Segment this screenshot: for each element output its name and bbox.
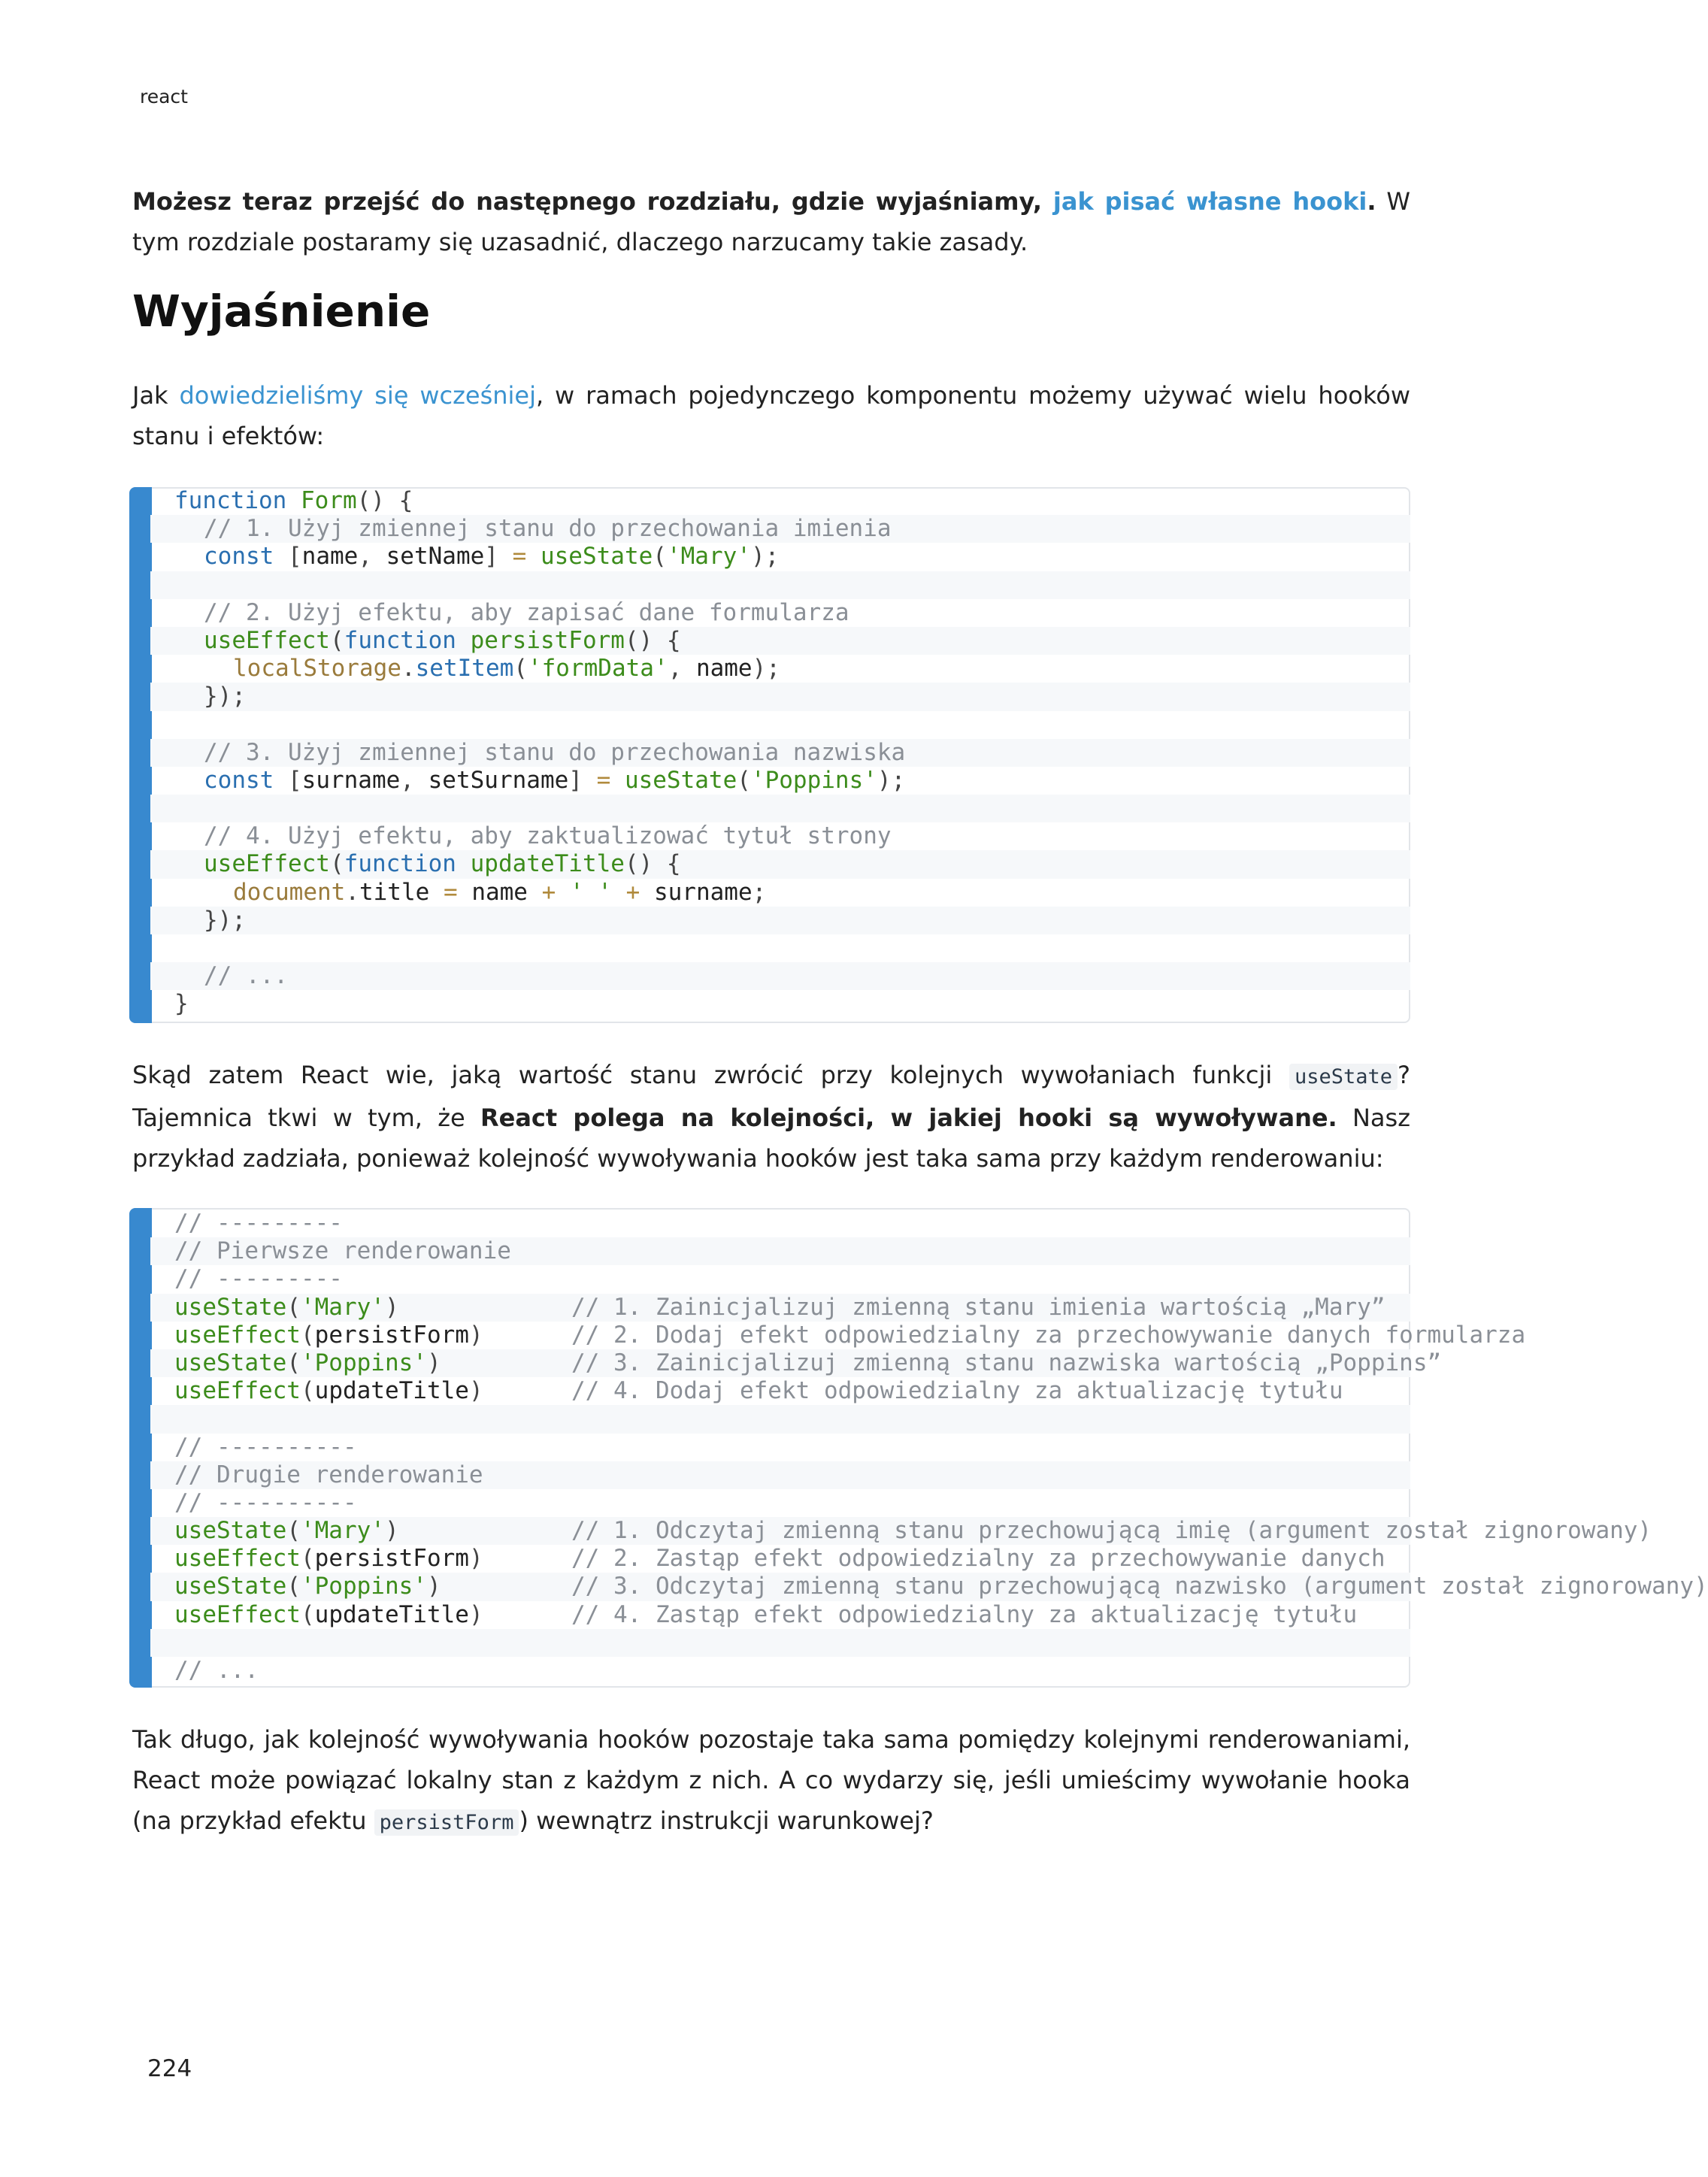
code-line: }); <box>150 907 1410 934</box>
code-line-blank <box>150 795 1410 822</box>
explanation-text-end: , w ramach pojedynczego komponentu możemy używać wielu hooków stanu i efektów: <box>132 381 1411 450</box>
code2-content <box>150 1210 1708 1685</box>
code-line: // 1. Użyj zmiennej stanu do przechowania imienia <box>150 515 1410 543</box>
code1-content <box>150 487 1410 1019</box>
code-line: const [surname, setSurname] = useState('Poppins'); <box>204 766 906 794</box>
code-line: // --------- <box>174 1210 343 1237</box>
intro-bold-text: Możesz teraz przejść do następnego rozdziału, gdzie wyjaśniamy, <box>132 187 1053 216</box>
code-line: // ... <box>174 1657 259 1684</box>
code-line: useEffect(updateTitle) // 4. Zastąp efekt odpowiedzialny za aktualizację tytułu <box>174 1600 1358 1628</box>
code-line: // 4. Użyj efektu, aby zaktualizować tytuł strony <box>204 822 892 850</box>
order-text-end: Nasz przykład zadziała, ponieważ kolejność wywoływania hooków jest taka sama przy każdym renderowaniu: <box>132 1104 1411 1173</box>
conditional-text-start: Tak długo, jak kolejność wywoływania hooków pozostaje taka sama pomiędzy kolejnymi renderowaniami, React może powiązać lokalny stan z każdym z nich. A co wydarzy się, jeśli umieścimy wywołanie hooka (na przykład efektu <box>132 1725 1410 1835</box>
earlier-section-link[interactable]: dowiedzieliśmy się wcześniej <box>179 381 536 410</box>
conditional-paragraph <box>132 1719 1410 1843</box>
page-number: 224 <box>147 2055 192 2082</box>
code-line-blank <box>150 1629 1410 1657</box>
order-paragraph <box>132 1055 1410 1179</box>
code-line: useEffect(function persistForm() { <box>150 627 1410 655</box>
code-line: useEffect(updateTitle) // 4. Dodaj efekt odpowiedzialny za aktualizację tytułu <box>174 1377 1343 1405</box>
code-line: // 2. Użyj efektu, aby zapisać dane formularza <box>204 598 849 626</box>
code-line: useState('Poppins') // 3. Zainicjalizuj zmienną stanu nazwiska wartością „Poppins” <box>150 1349 1410 1377</box>
code-line: useState('Mary') // 1. Zainicjalizuj zmienną stanu imienia wartością „Mary” <box>150 1294 1410 1322</box>
code-line: localStorage.setItem('formData', name); <box>233 655 780 683</box>
code-line: useEffect(persistForm) // 2. Dodaj efekt odpowiedzialny za przechowywanie danych formularza <box>174 1321 1526 1349</box>
intro-bold-period: . <box>1367 187 1376 216</box>
inline-code-persistform: persistForm <box>374 1809 519 1836</box>
code-line: // Pierwsze renderowanie <box>150 1237 1410 1265</box>
code-line: useState('Poppins') // 3. Odczytaj zmienną stanu przechowującą nazwisko (argument został zignorowany) <box>150 1573 1410 1600</box>
code-line: const [name, setName] = useState('Mary'); <box>204 543 780 571</box>
code-line-blank <box>150 711 1410 739</box>
code-line: useEffect(function updateTitle() { <box>150 850 1410 878</box>
conditional-text-end: ) wewnątrz instrukcji warunkowej? <box>519 1806 934 1835</box>
code-line: useState('Mary') // 1. Odczytaj zmienną stanu przechowującą imię (argument został zignorowany) <box>150 1517 1410 1545</box>
section-title: Wyjaśnienie <box>132 286 431 337</box>
order-text-middle: ? Tajemnica tkwi w tym, że <box>132 1061 1410 1132</box>
inline-code-usestate: useState <box>1289 1064 1398 1090</box>
code-line: } <box>174 990 189 1018</box>
explanation-text-start: Jak <box>132 381 180 410</box>
explanation-paragraph <box>132 375 1410 456</box>
code-line: // --------- <box>174 1265 343 1293</box>
order-text-start: Skąd zatem React wie, jaką wartość stanu zwrócić przy kolejnych wywołaniach funkcji <box>132 1061 1289 1089</box>
code-line-blank <box>150 571 1410 599</box>
code-line: document.title = name + ' ' + surname; <box>233 878 767 906</box>
code-line: function Form() { <box>174 487 413 514</box>
code-line: // 3. Użyj zmiennej stanu do przechowania nazwiska <box>150 739 1410 767</box>
intro-rest-text: W tym rozdziale postaramy się uzasadnić, dlaczego narzucamy takie zasady. <box>132 187 1411 256</box>
code-block-accent-bar <box>129 1208 152 1688</box>
code-line: // ... <box>150 962 1410 990</box>
code-line: // ---------- <box>174 1433 357 1461</box>
code-line-blank <box>150 1405 1410 1433</box>
code-line: useEffect(persistForm) // 2. Zastąp efekt odpowiedzialny za przechowywanie danych <box>174 1545 1385 1573</box>
code-block-accent-bar <box>129 487 152 1023</box>
intro-paragraph <box>132 181 1410 262</box>
code-line: // Drugie renderowanie <box>150 1461 1410 1489</box>
running-header: react <box>140 86 188 107</box>
code-line-blank <box>150 934 1410 962</box>
code-line: // ---------- <box>174 1488 357 1516</box>
order-bold-text: React polega na kolejności, w jakiej hooki są wywoływane. <box>480 1104 1337 1132</box>
custom-hooks-link[interactable]: jak pisać własne hooki <box>1052 187 1367 216</box>
code-line: }); <box>150 683 1410 710</box>
